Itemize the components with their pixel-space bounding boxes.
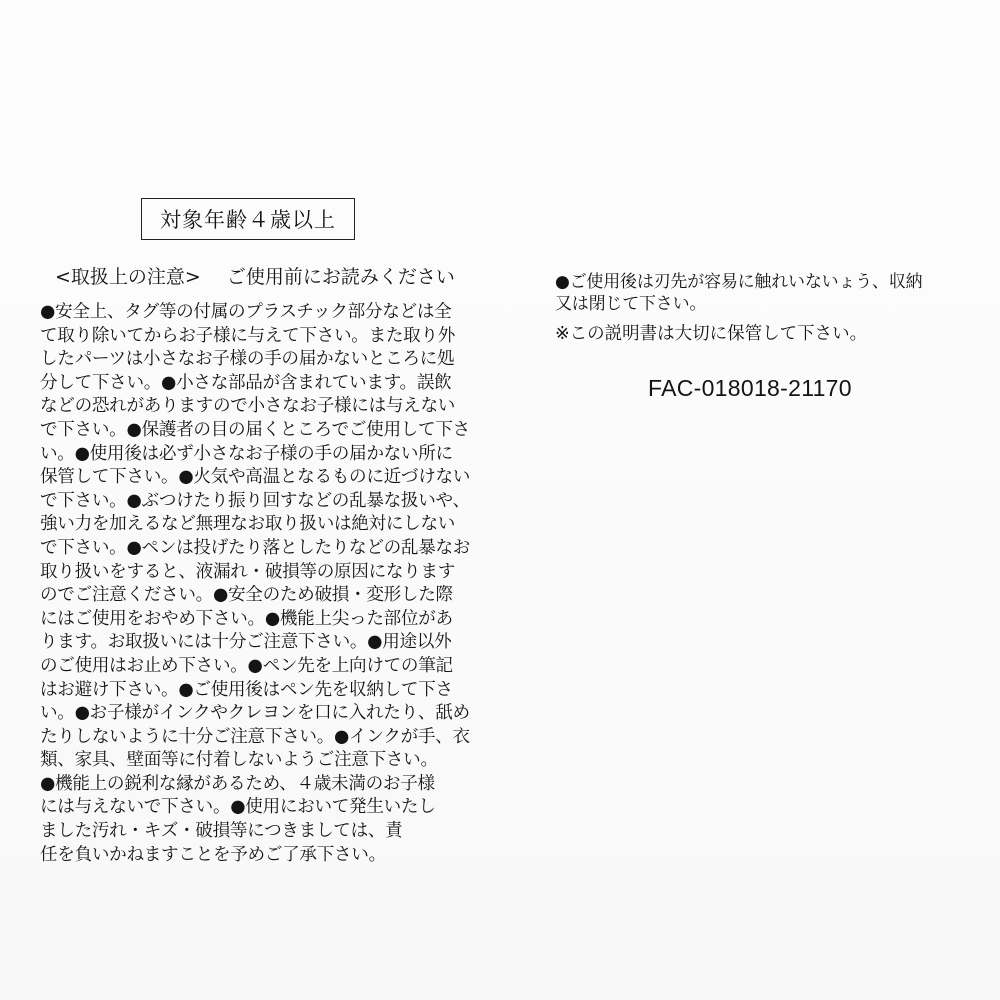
caution-line: にはご使用をおやめ下さい。●機能上尖った部位があ [40,608,453,629]
caution-line: 又は閉じて下さい。 [555,293,707,314]
caution-line: 強い力を加えるなど無理なお取り扱いは絶対にしない [40,514,456,535]
caution-line: 任を負いかねますことを予めご了承下さい。 [40,844,386,865]
caution-title: <取扱上の注意> [55,266,201,288]
caution-line: て取り除いてからお子様に与えて下さい。また取り外 [40,325,456,346]
caution-text-left [40,301,470,867]
caution-line: ●安全上、タグ等の付属のプラスチック部分などは全 [40,302,452,322]
caution-line: い。●お子様がインクやクレヨンを口に入れたり、舐め [40,703,470,724]
caution-line: 保管して下さい。●火気や高温となるものに近づけない [40,467,471,488]
caution-line: ●機能上の鋭利な縁があるため、４歳未満のお子様 [40,773,435,794]
age-label: 対象年齢４歳以上 [160,208,336,232]
caution-line: などの恐れがありますので小さなお子様には与えない [40,396,456,417]
caution-line: はお避け下さい。●ご使用後はペン先を収納して下さ [40,679,453,700]
caution-line: たりしないように十分ご注意下さい。●インクが手、衣 [40,726,470,747]
caution-line: には与えないで下さい。●使用において発生いたし [40,797,436,818]
caution-heading [55,263,455,291]
caution-line: したパーツは小さなお子様の手の届かないところに処 [40,349,455,370]
caution-line: い。●使用後は必ず小さなお子様の手の届かない所に [40,443,453,464]
caution-line: で下さい。●ペンは投げたり落としたりなどの乱暴なお [40,537,471,558]
product-code: FAC-018018-21170 [648,375,852,401]
caution-line: で下さい。●ぶつけたり振り回すなどの乱暴な扱いや、 [40,490,470,511]
caution-line: 取り扱いをすると、液漏れ・破損等の原因になります [40,561,456,582]
caution-line: ●ご使用後は刃先が容易に触れいないょう、収納 [555,272,923,292]
caution-line: のでご注意ください。●安全のため破損・変形した際 [40,585,453,606]
age-label-box [141,198,355,240]
keep-manual-notice: ※この説明書は大切に保管して下さい。 [555,324,868,344]
caution-line: のご使用はお止め下さい。●ペン先を上向けての筆記 [40,655,453,676]
caution-line: 分して下さい。●小さな部品が含まれています。誤飲 [40,372,452,393]
caution-line: 類、家具、壁面等に付着しないようご注意下さい。 [40,750,438,771]
caution-line: ました汚れ・キズ・破損等につきましては、責 [40,821,403,842]
caution-subtitle: ご使用前にお読みください [226,266,455,288]
caution-line: ります。お取扱いには十分ご注意下さい。●用途以外 [40,632,452,653]
caution-text-right [555,272,985,315]
caution-line: で下さい。●保護者の目の届くところでご使用して下さ [40,419,470,440]
